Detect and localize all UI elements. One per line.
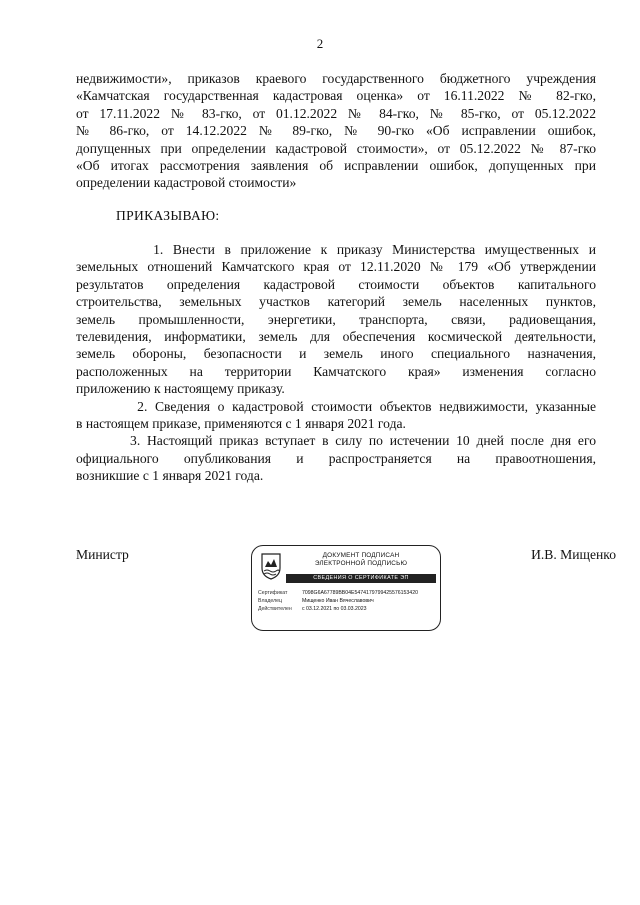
clause-2-line: 2. Сведения о кадастровой стоимости объектов недвижимости, указанные <box>76 398 596 414</box>
stamp-details <box>258 589 434 613</box>
preamble-line: определении кадастровой стоимости» <box>76 175 297 191</box>
preamble-line: № 86-гко, от 14.12.2022 № 89-гко, № 90-гко «Об исправлении ошибок, <box>76 123 596 139</box>
stamp-header <box>286 552 436 568</box>
clause-1-line: земель обороны, безопасности и земель иного специального назначения, <box>76 346 596 362</box>
clause-1-line: строительства, земельных участков категорий земель населенных пунктов, <box>76 294 596 310</box>
stamp-value: с 03.12.2021 по 03.03.2023 <box>302 606 367 612</box>
electronic-signature-stamp <box>251 545 441 631</box>
stamp-label: Сертификат <box>258 590 288 596</box>
clause-3-line: возникшие с 1 января 2021 года. <box>76 468 264 484</box>
preamble-line: недвижимости», приказов краевого государственного бюджетного учреждения <box>76 71 596 86</box>
stamp-row-validity <box>258 605 434 613</box>
clause-1-line: земельных отношений Камчатского края от 12.11.2020 № 179 «Об утверждении <box>76 259 596 275</box>
preamble-line: от 17.11.2022 № 83-гко, от 01.12.2022 № 84-гко, № 85-гко, от 05.12.2022 <box>76 105 596 121</box>
stamp-value: 7098G6A67789BB04E5474179799425576153420 <box>302 590 418 596</box>
order-clauses <box>76 241 596 485</box>
page-number: 2 <box>316 36 324 51</box>
clause-1-line: результатов определения кадастровой стоимости объектов капитального <box>76 276 596 292</box>
preamble-paragraph <box>76 70 596 192</box>
signer-name: И.В. Мищенко <box>531 547 616 562</box>
clause-1-line: 1. Внести в приложение к приказу Министерства имущественных и <box>76 242 596 257</box>
stamp-label: Действителен <box>258 606 292 612</box>
stamp-label: Владелец <box>258 598 282 604</box>
clause-3-line: официального опубликования и распространяется на правоотношения, <box>76 450 596 466</box>
stamp-row-owner <box>258 597 434 605</box>
preamble-line: «Об итогах рассмотрения заявления об исправлении ошибок, допущенных при <box>76 158 596 174</box>
stamp-certificate-bar: СВЕДЕНИЯ О СЕРТИФИКАТЕ ЭП <box>286 574 436 583</box>
clause-1-line: земель промышленности, энергетики, транспорта, связи, радиовещания, <box>76 311 596 327</box>
stamp-header-line: ДОКУМЕНТ ПОДПИСАН <box>322 552 400 559</box>
stamp-header-line: ЭЛЕКТРОННОЙ ПОДПИСЬЮ <box>314 560 408 567</box>
clause-2-line: в настоящем приказе, применяются с 1 января 2021 года. <box>76 416 406 432</box>
preamble-line: «Камчатская государственная кадастровая оценка» от 16.11.2022 № 82-гко, <box>76 88 596 104</box>
stamp-row-certificate <box>258 589 434 597</box>
stamp-value: Мищенко Иван Вячеславович <box>302 598 374 604</box>
clause-1-line: расположенных на территории Камчатского края» изменения согласно <box>76 363 596 379</box>
signer-title: Министр <box>76 547 129 562</box>
clause-1-line: телевидения, информатики, земель для обеспечения космической деятельности, <box>76 329 596 345</box>
coat-of-arms-icon <box>260 552 282 580</box>
clause-1-line: приложению к настоящему приказу. <box>76 381 285 397</box>
clause-3-line: 3. Настоящий приказ вступает в силу по истечении 10 дней после дня его <box>76 433 596 449</box>
order-heading: ПРИКАЗЫВАЮ: <box>116 208 220 223</box>
preamble-line: допущенных при определении кадастровой стоимости», от 05.12.2022 № 87-гко <box>76 140 596 156</box>
